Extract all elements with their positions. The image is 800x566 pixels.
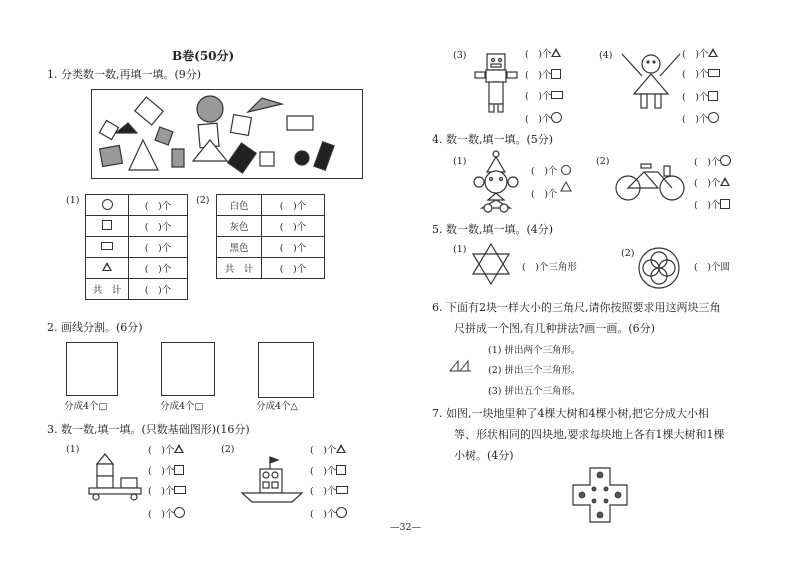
q4-part1-label: (1) — [453, 156, 467, 167]
triangle-icon — [102, 262, 112, 271]
color-label: 白色 — [217, 195, 262, 216]
gray-square-icon — [100, 145, 123, 166]
q5-circles-figure — [636, 246, 682, 290]
triangle-icon — [551, 48, 561, 57]
color-label: 共 计 — [217, 258, 262, 279]
q1-part2-label: (2) — [196, 195, 210, 206]
blank-cell[interactable]: ( )个 — [129, 279, 188, 300]
q2-square-3[interactable] — [258, 342, 314, 398]
q3-house-figure — [86, 452, 146, 504]
white-triangle-icon — [193, 140, 227, 161]
q1-shapes-figure — [92, 90, 362, 178]
small-tree-icon — [592, 487, 596, 491]
q1-part1-label: (1) — [66, 195, 80, 206]
blank[interactable]: ( )个 — [682, 69, 709, 80]
black-circle-icon — [295, 151, 309, 165]
gray-circle-icon — [197, 96, 223, 122]
blank[interactable]: ( )个 — [148, 486, 175, 497]
blank[interactable]: ( )个 — [310, 486, 337, 497]
blank[interactable]: ( )个 — [525, 114, 552, 125]
triangle-icon — [708, 48, 718, 57]
q3-doll-figure — [620, 52, 682, 122]
q4-part1-shape-icons — [560, 164, 574, 194]
blank[interactable]: ( )个 — [682, 49, 709, 60]
circle-icon — [102, 199, 113, 210]
blank-cell[interactable]: ( )个 — [262, 195, 325, 216]
q5-part1-answer[interactable]: ( )个三角形 — [522, 262, 577, 273]
gray-square-icon — [155, 127, 173, 145]
q3-part2-label: (2) — [221, 444, 235, 455]
q7-cross-field-figure[interactable] — [572, 467, 628, 523]
page-number: —32— — [390, 522, 422, 533]
blank[interactable]: ( )个 — [682, 92, 709, 103]
q3-title: 3. 数一数,填一填。(只数基础图形)(16分) — [47, 423, 250, 436]
blank-cell[interactable]: ( )个 — [262, 258, 325, 279]
circle-icon — [551, 112, 562, 123]
square-icon — [174, 465, 184, 475]
small-tree-icon — [604, 487, 608, 491]
blank-cell[interactable]: ( )个 — [262, 237, 325, 258]
square-icon — [102, 220, 112, 230]
q6-title-line1: 6. 下面有2块一样大小的三角尺,请你按照要求用这两块三角 — [432, 301, 721, 314]
q1-title: 1. 分类数一数,再填一填。(9分) — [47, 68, 202, 81]
q3-part1-label: (1) — [66, 444, 80, 455]
table-row — [86, 216, 188, 237]
blank[interactable]: ( )个 — [694, 157, 721, 168]
blank-cell[interactable]: ( )个 — [262, 216, 325, 237]
q1-shape-count-table — [85, 194, 188, 300]
q6-title-line2: 尺拼成一个图,有几种拼法?画一画。(6分) — [454, 322, 655, 335]
black-triangle-icon — [116, 123, 137, 133]
white-rectangle-icon — [287, 116, 313, 130]
blank[interactable]: ( )个 — [310, 466, 337, 477]
q4-bicycle-figure — [614, 158, 686, 204]
blank-cell[interactable]: ( )个 — [129, 237, 188, 258]
tree-icon — [615, 492, 621, 498]
white-square-icon — [260, 152, 274, 166]
q5-part2-answer[interactable]: ( )个圆 — [694, 262, 730, 273]
q3-robot-figure — [475, 50, 523, 124]
small-tree-icon — [604, 499, 608, 503]
q2-rectangle-1[interactable] — [66, 342, 118, 396]
q4-part1-blank-2[interactable]: ( )个 — [531, 189, 558, 200]
q5-part2-label: (2) — [621, 248, 635, 259]
q4-title: 4. 数一数,填一填。(5分) — [432, 133, 554, 146]
triangle-icon — [174, 444, 184, 453]
square-icon — [551, 69, 561, 79]
white-square-icon — [99, 120, 118, 139]
blank-cell[interactable]: ( )个 — [129, 195, 188, 216]
blank[interactable]: ( )个 — [310, 509, 337, 520]
gray-rectangle-icon — [172, 149, 184, 167]
q7-line2: 等、形状相同的四块地,要求每块地上各有1棵大树和1棵 — [454, 428, 725, 441]
q6-item-3: (3) 拼出五个三角形。 — [488, 386, 581, 397]
q5-star-figure — [470, 242, 512, 286]
rectangle-icon — [336, 486, 348, 494]
tree-icon — [597, 512, 603, 518]
rectangle-icon — [708, 69, 720, 77]
triangle-icon — [336, 444, 346, 453]
q3-boat-figure — [242, 455, 304, 505]
q2-caption-3: 分成4个△ — [256, 401, 298, 412]
circle-icon — [336, 507, 347, 518]
black-rectangle-icon — [314, 142, 334, 171]
q1-color-count-table — [216, 194, 325, 279]
gray-triangle-icon — [248, 98, 282, 112]
q1-shapes-panel — [91, 89, 363, 179]
color-label: 灰色 — [217, 216, 262, 237]
q3-part3-label: (3) — [453, 50, 467, 61]
blank[interactable]: ( )个 — [682, 114, 709, 125]
blank[interactable]: ( )个 — [525, 49, 552, 60]
circle-icon — [562, 166, 571, 175]
table-row — [217, 258, 325, 279]
square-icon — [708, 91, 718, 101]
table-row — [217, 237, 325, 258]
triangle-icon — [720, 177, 730, 186]
q6-triangle-rulers-icon — [449, 360, 473, 372]
rectangle-icon — [551, 91, 563, 99]
white-square-icon — [231, 115, 252, 136]
square-icon — [720, 199, 730, 209]
section-title: B卷(50分) — [172, 49, 235, 63]
white-triangle-icon — [129, 140, 158, 170]
q4-part2-label: (2) — [596, 156, 610, 167]
rectangle-icon — [101, 242, 113, 250]
tree-icon — [579, 492, 585, 498]
q4-clown-figure — [470, 150, 522, 214]
table-row — [86, 279, 188, 300]
table-row — [86, 258, 188, 279]
white-square-icon — [135, 97, 163, 125]
q2-title: 2. 画线分割。(6分) — [47, 321, 143, 334]
blank[interactable]: ( )个 — [694, 200, 721, 211]
q6-item-2: (2) 拼出三个三角形。 — [488, 365, 581, 376]
q3-part4-label: (4) — [599, 50, 613, 61]
triangle-icon — [561, 182, 571, 191]
blank[interactable]: ( )个 — [525, 91, 552, 102]
color-label: 黑色 — [217, 237, 262, 258]
q5-part1-label: (1) — [453, 244, 467, 255]
total-label: 共 计 — [86, 279, 129, 300]
circle-icon — [174, 507, 185, 518]
circle-icon — [708, 112, 719, 123]
blank[interactable]: ( )个 — [148, 466, 175, 477]
blank[interactable]: ( )个 — [148, 509, 175, 520]
square-icon — [336, 465, 346, 475]
q7-line3: 小树。(4分) — [454, 449, 514, 462]
blank[interactable]: ( )个 — [148, 445, 175, 456]
q2-caption-1: 分成4个□ — [64, 401, 108, 412]
blank[interactable]: ( )个 — [525, 70, 552, 81]
q2-caption-2: 分成4个□ — [160, 401, 204, 412]
table-row — [217, 216, 325, 237]
table-row — [86, 195, 188, 216]
q2-square-2[interactable] — [161, 342, 215, 396]
blank-cell[interactable]: ( )个 — [129, 258, 188, 279]
q4-part1-blank-1[interactable]: ( )个 — [531, 166, 558, 177]
table-row — [86, 237, 188, 258]
black-rectangle-icon — [228, 143, 257, 173]
circle-icon — [720, 155, 731, 166]
blank[interactable]: ( )个 — [694, 178, 721, 189]
table-row — [217, 195, 325, 216]
tree-icon — [597, 472, 603, 478]
blank[interactable]: ( )个 — [310, 445, 337, 456]
small-tree-icon — [592, 499, 596, 503]
q7-line1: 7. 如图,一块地里种了4棵大树和4棵小树,把它分成大小相 — [432, 407, 709, 420]
blank-cell[interactable]: ( )个 — [129, 216, 188, 237]
q5-title: 5. 数一数,填一填。(4分) — [432, 223, 554, 236]
q6-item-1: (1) 拼出两个三角形。 — [488, 345, 581, 356]
rectangle-icon — [174, 486, 186, 494]
